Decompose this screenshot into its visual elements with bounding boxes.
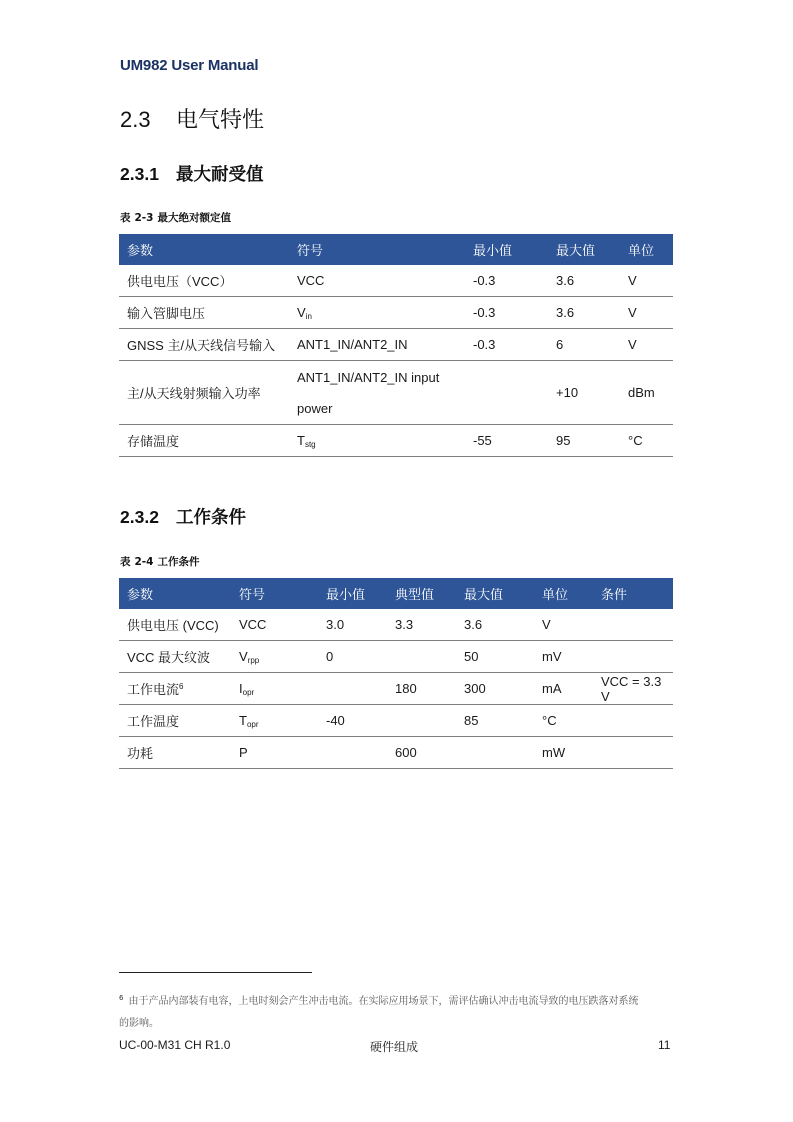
min-cell (318, 737, 387, 769)
table-header-row (119, 234, 673, 265)
column-header: 最大值 (456, 578, 534, 609)
param-cell: 供电电压 (VCC) (119, 609, 231, 641)
symbol-cell: $T_{stg}$ (289, 425, 465, 457)
footer-page-number: 11 (658, 1038, 671, 1052)
caption-number: 2-4 (134, 556, 154, 568)
unit-cell: °C (534, 705, 593, 737)
condition-cell (593, 737, 673, 769)
column-header: 单位 (534, 578, 593, 609)
table-row (119, 361, 673, 425)
unit-cell: V (620, 265, 673, 297)
max-cell: 3.6 (548, 297, 620, 329)
unit-cell: mA (534, 673, 593, 705)
table-row (119, 705, 673, 737)
min-cell: 3.0 (318, 609, 387, 641)
table-caption-2-4 (120, 554, 199, 569)
column-header: 条件 (593, 578, 673, 609)
min-cell (318, 673, 387, 705)
condition-cell: VCC = 3.3 V (593, 673, 673, 705)
symbol-cell: $V_{rpp}$ (231, 641, 318, 673)
max-cell: 3.6 (548, 265, 620, 297)
column-header: 单位 (620, 234, 673, 265)
table-row (119, 329, 673, 361)
caption-number: 2-3 (134, 212, 154, 224)
footer-doc-id: UC-00-M31 CH R1.0 (119, 1038, 231, 1052)
param-cell: VCC 最大纹波 (119, 641, 231, 673)
table-header-row (119, 578, 673, 609)
min-cell: -55 (465, 425, 548, 457)
subsection-number: 2.3.1 (120, 164, 159, 184)
max-cell: 6 (548, 329, 620, 361)
operating-conditions-table (119, 578, 673, 769)
section-heading (120, 103, 264, 134)
absolute-max-ratings-table (119, 234, 673, 457)
footer-chapter: 硬件组成 (370, 1040, 419, 1054)
footnote-ref[interactable]: 6 (179, 682, 184, 691)
typ-cell: 600 (387, 737, 456, 769)
footnote (119, 987, 679, 1035)
section-number: 2.3 (120, 107, 151, 132)
table-row (119, 641, 673, 673)
max-cell: 95 (548, 425, 620, 457)
param-cell: 功耗 (119, 737, 231, 769)
param-cell: GNSS 主/从天线信号输入 (119, 329, 289, 361)
running-header: UM982 User Manual (120, 57, 259, 74)
max-cell: 50 (456, 641, 534, 673)
min-cell (465, 361, 548, 425)
max-cell: 300 (456, 673, 534, 705)
table-row (119, 265, 673, 297)
min-cell: -0.3 (465, 329, 548, 361)
caption-title: 最大绝对额定值 (157, 212, 231, 224)
table-row (119, 425, 673, 457)
subsection-heading-2-3-2 (120, 504, 246, 529)
min-cell: -40 (318, 705, 387, 737)
column-header: 最小值 (465, 234, 548, 265)
footnote-separator (119, 972, 312, 973)
column-header: 符号 (289, 234, 465, 265)
symbol-cell: $T_{opr}$ (231, 705, 318, 737)
table-row (119, 609, 673, 641)
param-cell: 输入管脚电压 (119, 297, 289, 329)
unit-cell: mW (534, 737, 593, 769)
param-cell: 供电电压（VCC） (119, 265, 289, 297)
param-cell: 主/从天线射频输入功率 (119, 361, 289, 425)
symbol-cell: $V_{in}$ (289, 297, 465, 329)
param-cell: 工作温度 (119, 705, 231, 737)
column-header: 典型值 (387, 578, 456, 609)
symbol-cell: ANT1_IN/ANT2_IN (289, 329, 465, 361)
typ-cell: 3.3 (387, 609, 456, 641)
typ-cell (387, 641, 456, 673)
typ-cell: 180 (387, 673, 456, 705)
subsection-title: 工作条件 (176, 508, 246, 528)
min-cell: -0.3 (465, 265, 548, 297)
table-row (119, 737, 673, 769)
unit-cell: mV (534, 641, 593, 673)
param-cell: 存储温度 (119, 425, 289, 457)
max-cell: +10 (548, 361, 620, 425)
condition-cell (593, 705, 673, 737)
footnote-text-line1: 由于产品内部装有电容，上电时刻会产生冲击电流。在实际应用场景下，需评估确认冲击电流导致的电压跌落对系统 (128, 996, 639, 1007)
column-header: 参数 (119, 234, 289, 265)
max-cell: 3.6 (456, 609, 534, 641)
condition-cell (593, 609, 673, 641)
symbol-cell: VCC (289, 265, 465, 297)
table-row (119, 297, 673, 329)
section-title: 电气特性 (176, 108, 265, 133)
subsection-heading-2-3-1 (120, 161, 264, 186)
caption-prefix: 表 (120, 212, 131, 224)
footnote-marker: 6 (119, 994, 124, 1002)
min-cell: 0 (318, 641, 387, 673)
footnote-text-line2: 的影响。 (119, 1018, 159, 1029)
param-cell: 工作电流$^6$ (119, 673, 231, 705)
condition-cell (593, 641, 673, 673)
table-caption-2-3 (120, 210, 231, 225)
unit-cell: V (620, 297, 673, 329)
subsection-number: 2.3.2 (120, 507, 159, 527)
symbol-cell: $I_{opr}$ (231, 673, 318, 705)
symbol-cell: P (231, 737, 318, 769)
max-cell: 85 (456, 705, 534, 737)
table-row (119, 673, 673, 705)
max-cell (456, 737, 534, 769)
subsection-title: 最大耐受值 (176, 165, 264, 185)
caption-prefix: 表 (120, 556, 131, 568)
unit-cell: V (534, 609, 593, 641)
unit-cell: V (620, 329, 673, 361)
column-header: 符号 (231, 578, 318, 609)
column-header: 最大值 (548, 234, 620, 265)
typ-cell (387, 705, 456, 737)
caption-title: 工作条件 (157, 556, 200, 568)
symbol-cell: VCC (231, 609, 318, 641)
symbol-cell: ANT1_IN/ANT2_IN input power (289, 361, 465, 425)
column-header: 参数 (119, 578, 231, 609)
unit-cell: °C (620, 425, 673, 457)
min-cell: -0.3 (465, 297, 548, 329)
column-header: 最小值 (318, 578, 387, 609)
unit-cell: dBm (620, 361, 673, 425)
